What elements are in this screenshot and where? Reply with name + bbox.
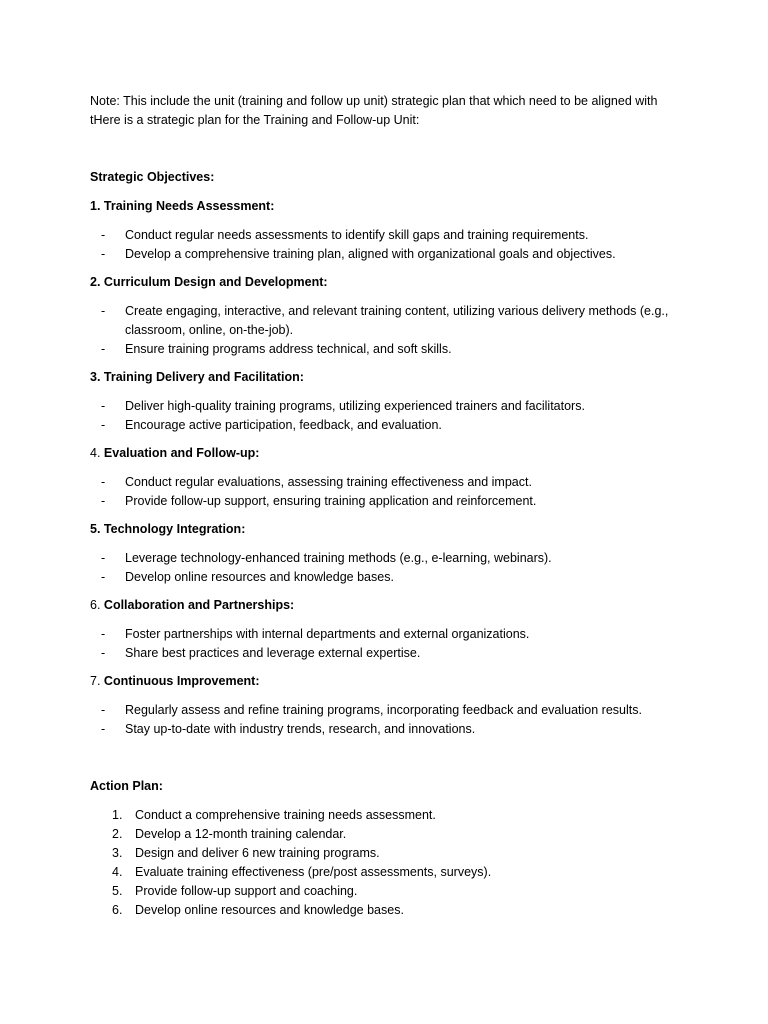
objective-heading — [90, 444, 690, 463]
action-text: Design and deliver 6 new training programs. — [135, 846, 380, 860]
action-item — [90, 844, 690, 863]
objective-section — [90, 444, 690, 511]
objective-title: Evaluation and Follow-up: — [103, 446, 260, 460]
list-item — [90, 397, 690, 416]
dash-bullet-icon: - — [101, 703, 106, 717]
dash-bullet-icon: - — [101, 551, 106, 565]
bullet-text: Ensure training programs address technical, and soft skills. — [125, 342, 452, 356]
list-item — [90, 473, 690, 492]
action-number: 3. — [112, 846, 123, 860]
action-text: Evaluate training effectiveness (pre/post assessments, surveys). — [135, 865, 492, 879]
action-number: 6. — [112, 903, 123, 917]
objective-bullets — [90, 302, 690, 359]
dash-bullet-icon: - — [101, 627, 106, 641]
bullet-text: Create engaging, interactive, and relevant training content, utilizing various delivery methods (e.g., classroom, online, on-the-job). — [125, 304, 669, 337]
objective-section — [90, 368, 690, 435]
objective-number: 1. — [90, 199, 101, 213]
objective-number: 7. — [90, 674, 101, 688]
objective-number: 5. — [90, 522, 101, 536]
objective-bullets — [90, 473, 690, 511]
objective-section — [90, 197, 690, 264]
dash-bullet-icon: - — [101, 342, 106, 356]
objective-bullets — [90, 701, 690, 739]
dash-bullet-icon: - — [101, 475, 106, 489]
objective-heading — [90, 197, 690, 216]
action-plan-list — [90, 806, 690, 920]
bullet-text: Encourage active participation, feedback, and evaluation. — [125, 418, 442, 432]
objective-title: Curriculum Design and Development: — [103, 275, 328, 289]
action-item — [90, 806, 690, 825]
objective-bullets — [90, 226, 690, 264]
action-text: Provide follow-up support and coaching. — [135, 884, 358, 898]
bullet-text: Deliver high-quality training programs, utilizing experienced trainers and facilitators. — [125, 399, 585, 413]
bullet-text: Foster partnerships with internal departments and external organizations. — [125, 627, 530, 641]
objective-heading — [90, 596, 690, 615]
objective-bullets — [90, 397, 690, 435]
action-text: Develop online resources and knowledge bases. — [135, 903, 404, 917]
note-line-1: Note: This include the unit (training and follow up unit) strategic plan that which need to be aligned with — [90, 94, 658, 108]
objective-number: 4. — [90, 446, 101, 460]
bullet-text: Conduct regular evaluations, assessing training effectiveness and impact. — [125, 475, 532, 489]
bullet-text: Develop a comprehensive training plan, aligned with organizational goals and objectives. — [125, 247, 616, 261]
dash-bullet-icon: - — [101, 570, 106, 584]
dash-bullet-icon: - — [101, 228, 106, 242]
action-item — [90, 882, 690, 901]
list-item — [90, 625, 690, 644]
list-item — [90, 644, 690, 663]
dash-bullet-icon: - — [101, 494, 106, 508]
list-item — [90, 720, 690, 739]
objective-heading — [90, 520, 690, 539]
objective-bullets — [90, 549, 690, 587]
objective-number: 6. — [90, 598, 101, 612]
action-number: 2. — [112, 827, 123, 841]
objective-section — [90, 273, 690, 359]
action-text: Develop a 12-month training calendar. — [135, 827, 347, 841]
objective-heading — [90, 273, 690, 292]
objective-title: Continuous Improvement: — [103, 674, 260, 688]
dash-bullet-icon: - — [101, 646, 106, 660]
bullet-text: Develop online resources and knowledge bases. — [125, 570, 394, 584]
action-item — [90, 901, 690, 920]
strategic-objectives-heading: Strategic Objectives: — [90, 170, 215, 184]
list-item — [90, 416, 690, 435]
objective-number: 2. — [90, 275, 101, 289]
action-item — [90, 863, 690, 882]
objective-title: Training Delivery and Facilitation: — [103, 370, 304, 384]
action-text: Conduct a comprehensive training needs assessment. — [135, 808, 436, 822]
objective-title: Technology Integration: — [103, 522, 246, 536]
dash-bullet-icon: - — [101, 418, 106, 432]
list-item — [90, 302, 690, 340]
action-item — [90, 825, 690, 844]
objective-number: 3. — [90, 370, 101, 384]
bullet-text: Share best practices and leverage external expertise. — [125, 646, 421, 660]
list-item — [90, 549, 690, 568]
list-item — [90, 492, 690, 511]
list-item — [90, 701, 690, 720]
spacer — [90, 739, 690, 777]
bullet-text: Stay up-to-date with industry trends, research, and innovations. — [125, 722, 476, 736]
dash-bullet-icon: - — [101, 399, 106, 413]
bullet-text: Provide follow-up support, ensuring training application and reinforcement. — [125, 494, 537, 508]
list-item — [90, 245, 690, 264]
dash-bullet-icon: - — [101, 247, 106, 261]
dash-bullet-icon: - — [101, 722, 106, 736]
action-number: 4. — [112, 865, 123, 879]
bullet-text: Leverage technology-enhanced training methods (e.g., e-learning, webinars). — [125, 551, 552, 565]
note-line-2: tHere is a strategic plan for the Training and Follow-up Unit: — [90, 113, 420, 127]
objectives-list — [90, 197, 690, 739]
objective-heading — [90, 672, 690, 691]
objective-section — [90, 672, 690, 739]
document-body — [90, 92, 690, 920]
objective-heading — [90, 368, 690, 387]
objective-title: Collaboration and Partnerships: — [103, 598, 295, 612]
objective-bullets — [90, 625, 690, 663]
spacer — [90, 130, 690, 168]
list-item — [90, 226, 690, 245]
action-plan-heading: Action Plan: — [90, 779, 163, 793]
list-item — [90, 568, 690, 587]
action-number: 1. — [112, 808, 123, 822]
action-number: 5. — [112, 884, 123, 898]
intro-note — [90, 92, 690, 130]
objective-section — [90, 596, 690, 663]
objective-section — [90, 520, 690, 587]
objective-title: Training Needs Assessment: — [103, 199, 275, 213]
list-item — [90, 340, 690, 359]
dash-bullet-icon: - — [101, 304, 106, 318]
bullet-text: Regularly assess and refine training programs, incorporating feedback and evaluation results. — [125, 703, 642, 717]
bullet-text: Conduct regular needs assessments to identify skill gaps and training requirements. — [125, 228, 589, 242]
